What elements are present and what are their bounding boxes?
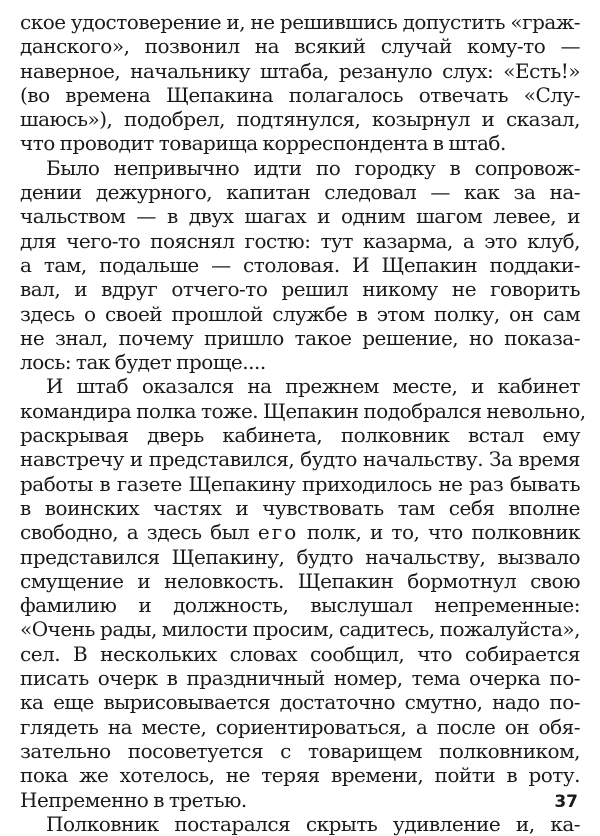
text-line: здесь о своей прошлой службе в этом полку, он сам	[20, 301, 580, 326]
paragraph-first-line: И штаб оказался на прежнем месте, и кабинет	[46, 374, 580, 399]
text-line: «Очень рады, милости просим, садитесь, пожалуйста»,	[20, 617, 580, 642]
text-line: лось: так будет проще....	[20, 350, 266, 375]
text-fragment: свободно, а здесь был	[20, 520, 250, 545]
text-line: шаюсь»), подобрел, подтянулся, козырнул и сказал,	[20, 107, 580, 132]
text-line: ское удостоверение и, не решившись допустить «граж-	[20, 10, 580, 34]
text-line: раскрывая дверь кабинета, полковник встал ему	[20, 423, 580, 448]
text-fragment: полк, и то, что полковник	[306, 520, 581, 545]
text-line	[20, 520, 580, 544]
body-text	[20, 10, 586, 836]
text-line: смущение и неловкость. Щепакин бормотнул свою	[20, 568, 580, 593]
book-page	[20, 10, 586, 836]
text-line: дении дежурного, капитан следовал — как за на-	[20, 180, 580, 205]
text-line: фамилию и должность, выслушал непременные:	[20, 593, 580, 618]
text-line: (во времена Щепакина полагалось отвечать «Слу-	[20, 82, 580, 107]
text-line: не знал, почему пришло такое решение, но показа-	[20, 325, 580, 350]
text-line: глядеть на месте, сориентироваться, а после он обя-	[20, 714, 580, 739]
paragraph-first-line: Полковник постарался скрыть удивление и, ка-	[46, 811, 580, 836]
text-line: для чего-то пояснял гостю: тут казарма, а это клуб,	[20, 228, 580, 253]
text-line: данского», позвонил на всякий случай кому-то —	[20, 34, 580, 59]
text-line: сел. В нескольких словах сообщил, что собирается	[20, 641, 580, 666]
text-line: представился Щепакину, будто начальству, вызвало	[20, 544, 580, 569]
text-line: зательно посоветуется с товарищем полковником,	[20, 738, 580, 763]
text-line: работы в газете Щепакину приходилось не раз бывать	[20, 471, 580, 496]
text-line: командира полка тоже. Щепакин подобрался невольно,	[20, 398, 586, 423]
emphasized-word: его	[257, 520, 299, 545]
text-line: навстречу и представился, будто начальству. За время	[20, 447, 580, 472]
text-line: наверное, начальнику штаба, резануло слух: «Есть!»	[20, 58, 580, 83]
text-line: пока же хотелось, не теряя времени, пойти в роту.	[20, 763, 580, 788]
text-line: чальством — в двух шагах и одним шагом левее, и	[20, 204, 580, 229]
text-line: в воинских частях и чувствовать там себя вполне	[20, 495, 580, 520]
text-line: писать очерк в праздничный номер, тема очерка по-	[20, 666, 580, 691]
page-number: 37	[554, 792, 578, 812]
text-line: Непременно в третью.	[20, 787, 247, 812]
text-line: а там, подальше — столовая. И Щепакин поддаки-	[20, 252, 580, 277]
text-line: что проводит товарища корреспондента в штаб.	[20, 131, 506, 156]
text-line: вал, и вдруг отчего-то решил никому не говорить	[20, 277, 580, 302]
paragraph-first-line: Было непривычно идти по городку в сопровож-	[46, 155, 580, 180]
text-line: ка еще вырисовывается достаточно смутно, надо по-	[20, 690, 580, 715]
